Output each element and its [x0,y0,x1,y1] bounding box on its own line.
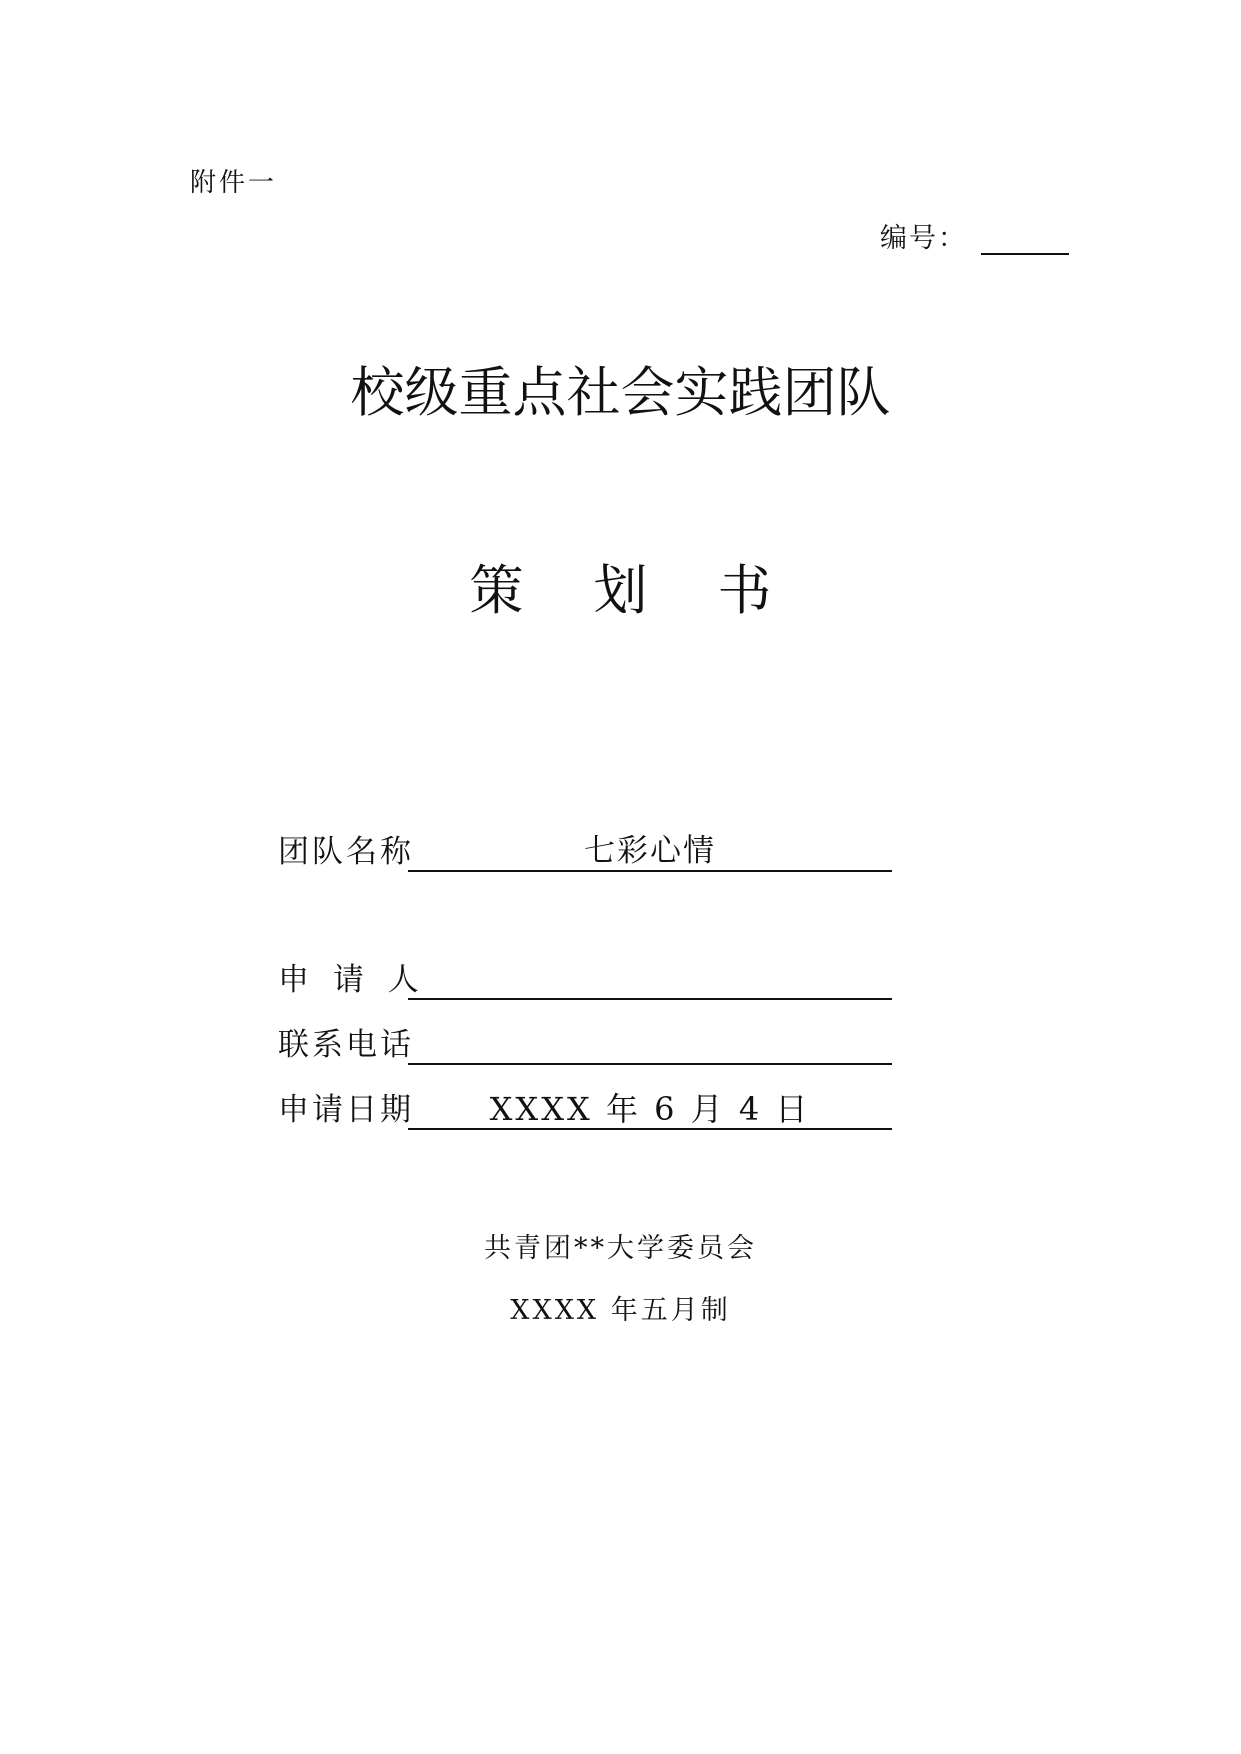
applicant-label: 申 请 人 [278,962,419,998]
phone-value[interactable] [408,1025,892,1065]
serial-number-blank[interactable] [981,227,1069,255]
applicant-field [278,958,892,1000]
attachment-label: 附件一 [190,168,278,198]
made-date: XXXX 年五月制 [510,1295,731,1326]
phone-label: 联系电话 [278,1027,414,1063]
team-name-field [278,830,892,872]
application-date-field [278,1088,892,1130]
document-subtitle: 策划书 [469,559,842,622]
team-name-value[interactable]: 七彩心情 [408,832,892,872]
team-name-label: 团队名称 [278,834,414,870]
phone-field [278,1023,892,1065]
application-date-label: 申请日期 [278,1092,414,1128]
application-date-value[interactable]: XXXX 年 6 月 4 日 [408,1090,892,1130]
document-title: 校级重点社会实践团队 [350,361,891,424]
serial-number [880,216,1069,255]
issuer: 共青团**大学委员会 [484,1233,757,1264]
applicant-value[interactable] [408,960,892,1000]
serial-label: 编号： [880,223,967,254]
